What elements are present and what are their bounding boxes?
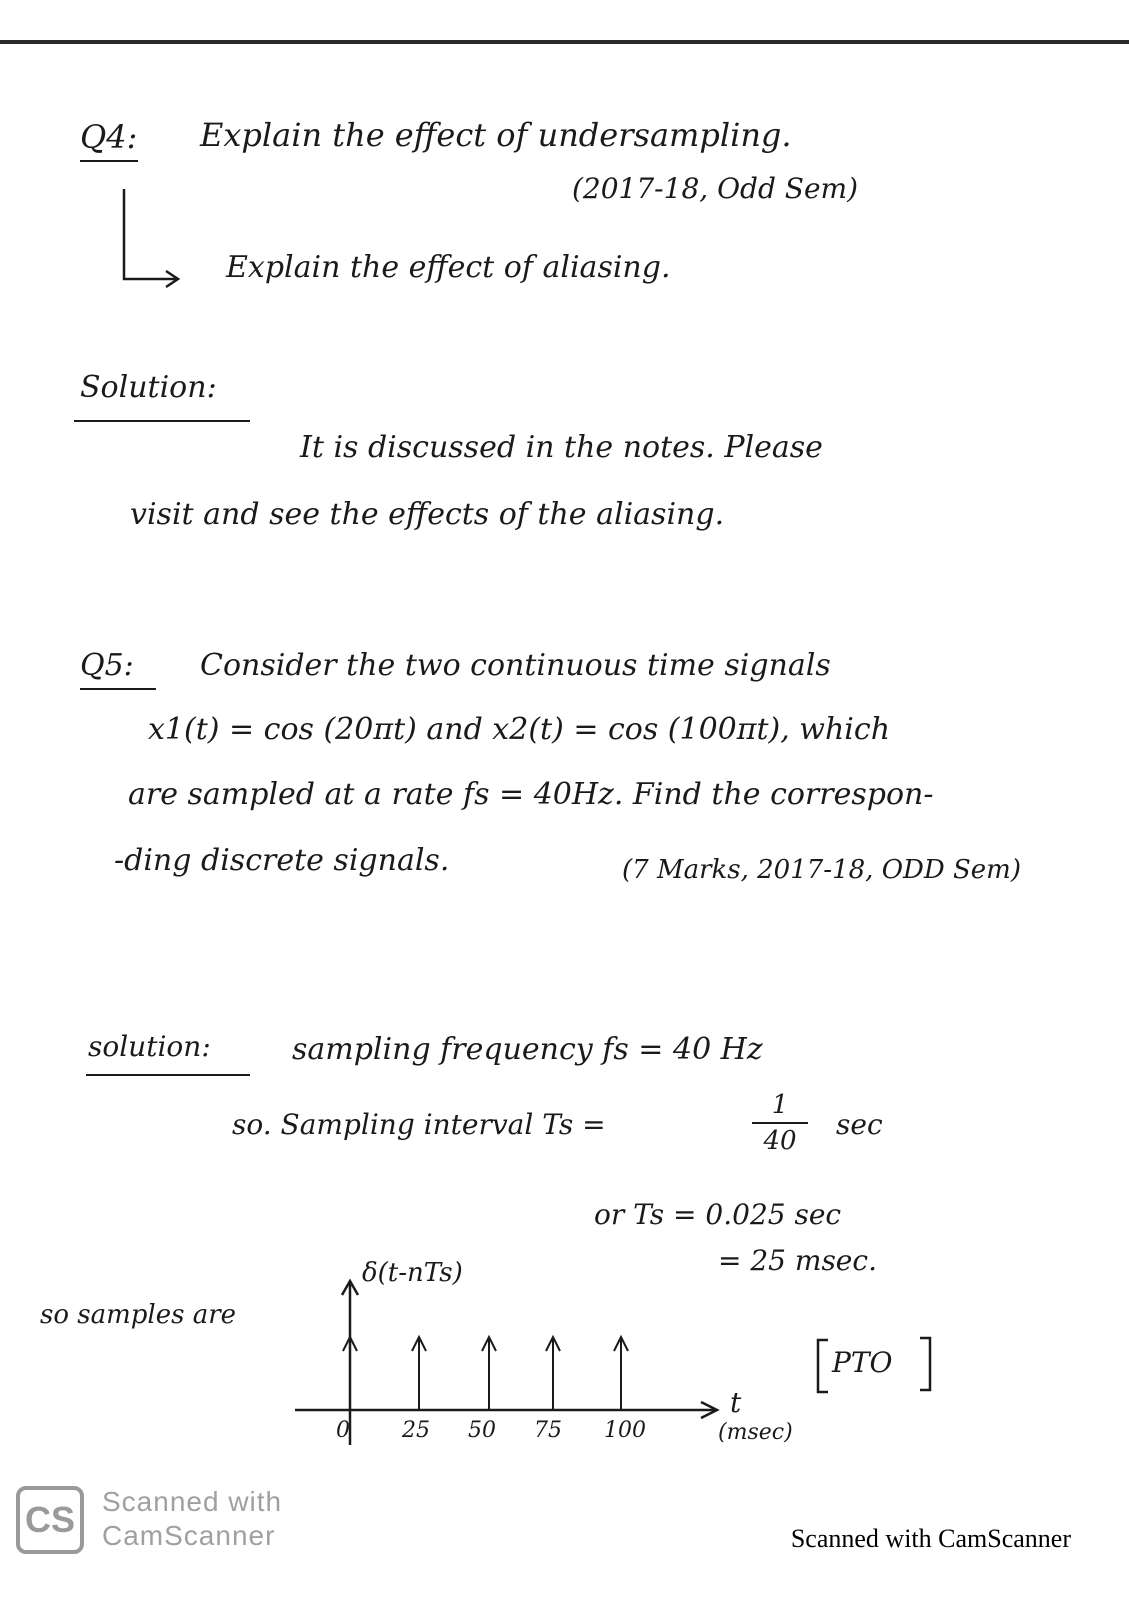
- camscanner-logo: CS: [16, 1486, 84, 1554]
- solution1-line1: It is discussed in the notes. Please: [300, 430, 823, 465]
- sub-question-arrow-icon: [110, 185, 190, 295]
- interval-unit: sec: [836, 1108, 883, 1141]
- plot-tick-label: 25: [402, 1418, 430, 1443]
- interval-fraction: [752, 1090, 808, 1156]
- plot-x-label: t: [730, 1386, 742, 1419]
- q4-reference: (2017-18, Odd Sem): [572, 172, 859, 205]
- impulse: [614, 1337, 628, 1410]
- interval-milliseconds: = 25 msec.: [718, 1244, 877, 1277]
- q5-label-underline: [80, 688, 156, 690]
- fraction-bar: [752, 1122, 808, 1124]
- q5-line1: Consider the two continuous time signals: [200, 648, 831, 683]
- q4-sub-question: Explain the effect of aliasing.: [226, 250, 671, 285]
- plot-tick-label: 50: [468, 1418, 496, 1443]
- solution1-underline: [74, 420, 250, 422]
- plot-tick-label: 100: [604, 1418, 646, 1443]
- impulse: [412, 1337, 426, 1410]
- plot-origin-label: 0: [336, 1418, 350, 1443]
- solution1-line2: visit and see the effects of the aliasing.: [130, 497, 725, 532]
- plot-x-unit: (msec): [718, 1420, 793, 1445]
- q4-question: Explain the effect of undersampling.: [200, 116, 792, 154]
- fraction-numerator: 1: [771, 1090, 789, 1120]
- q5-marks: (7 Marks, 2017-18, ODD Sem): [622, 855, 1021, 885]
- impulse: [546, 1337, 560, 1410]
- plot-tick-label: 75: [534, 1418, 562, 1443]
- solution1-label: Solution:: [80, 370, 217, 405]
- impulse: [343, 1337, 357, 1410]
- solution2-label: solution:: [88, 1030, 211, 1063]
- interval-seconds: or Ts = 0.025 sec: [594, 1198, 842, 1231]
- plot-y-label: δ(t-nTs): [362, 1258, 463, 1288]
- q5-label: Q5:: [80, 648, 134, 683]
- q5-line4: -ding discrete signals.: [114, 843, 450, 878]
- samples-label: so samples are: [40, 1300, 237, 1330]
- fraction-denominator: 40: [763, 1126, 797, 1156]
- watermark-line1: Scanned with: [102, 1486, 283, 1517]
- q4-label-underline: [80, 160, 138, 162]
- sampling-frequency: sampling frequency fs = 40 Hz: [292, 1032, 763, 1067]
- impulse: [482, 1337, 496, 1410]
- q4-label: Q4:: [80, 118, 138, 156]
- impulse-train-plot: [295, 1275, 735, 1455]
- scan-top-edge: [0, 40, 1129, 44]
- footer-text: Scanned with CamScanner: [790, 1524, 1071, 1553]
- sampling-interval: so. Sampling interval Ts =: [232, 1108, 606, 1141]
- q5-line3: are sampled at a rate fs = 40Hz. Find the correspon-: [128, 777, 934, 812]
- solution2-underline: [86, 1074, 250, 1076]
- q5-line2: x1(t) = cos (20πt) and x2(t) = cos (100πt), which: [148, 712, 891, 747]
- pto-label: PTO: [832, 1346, 893, 1379]
- watermark-line2: CamScanner: [102, 1520, 276, 1551]
